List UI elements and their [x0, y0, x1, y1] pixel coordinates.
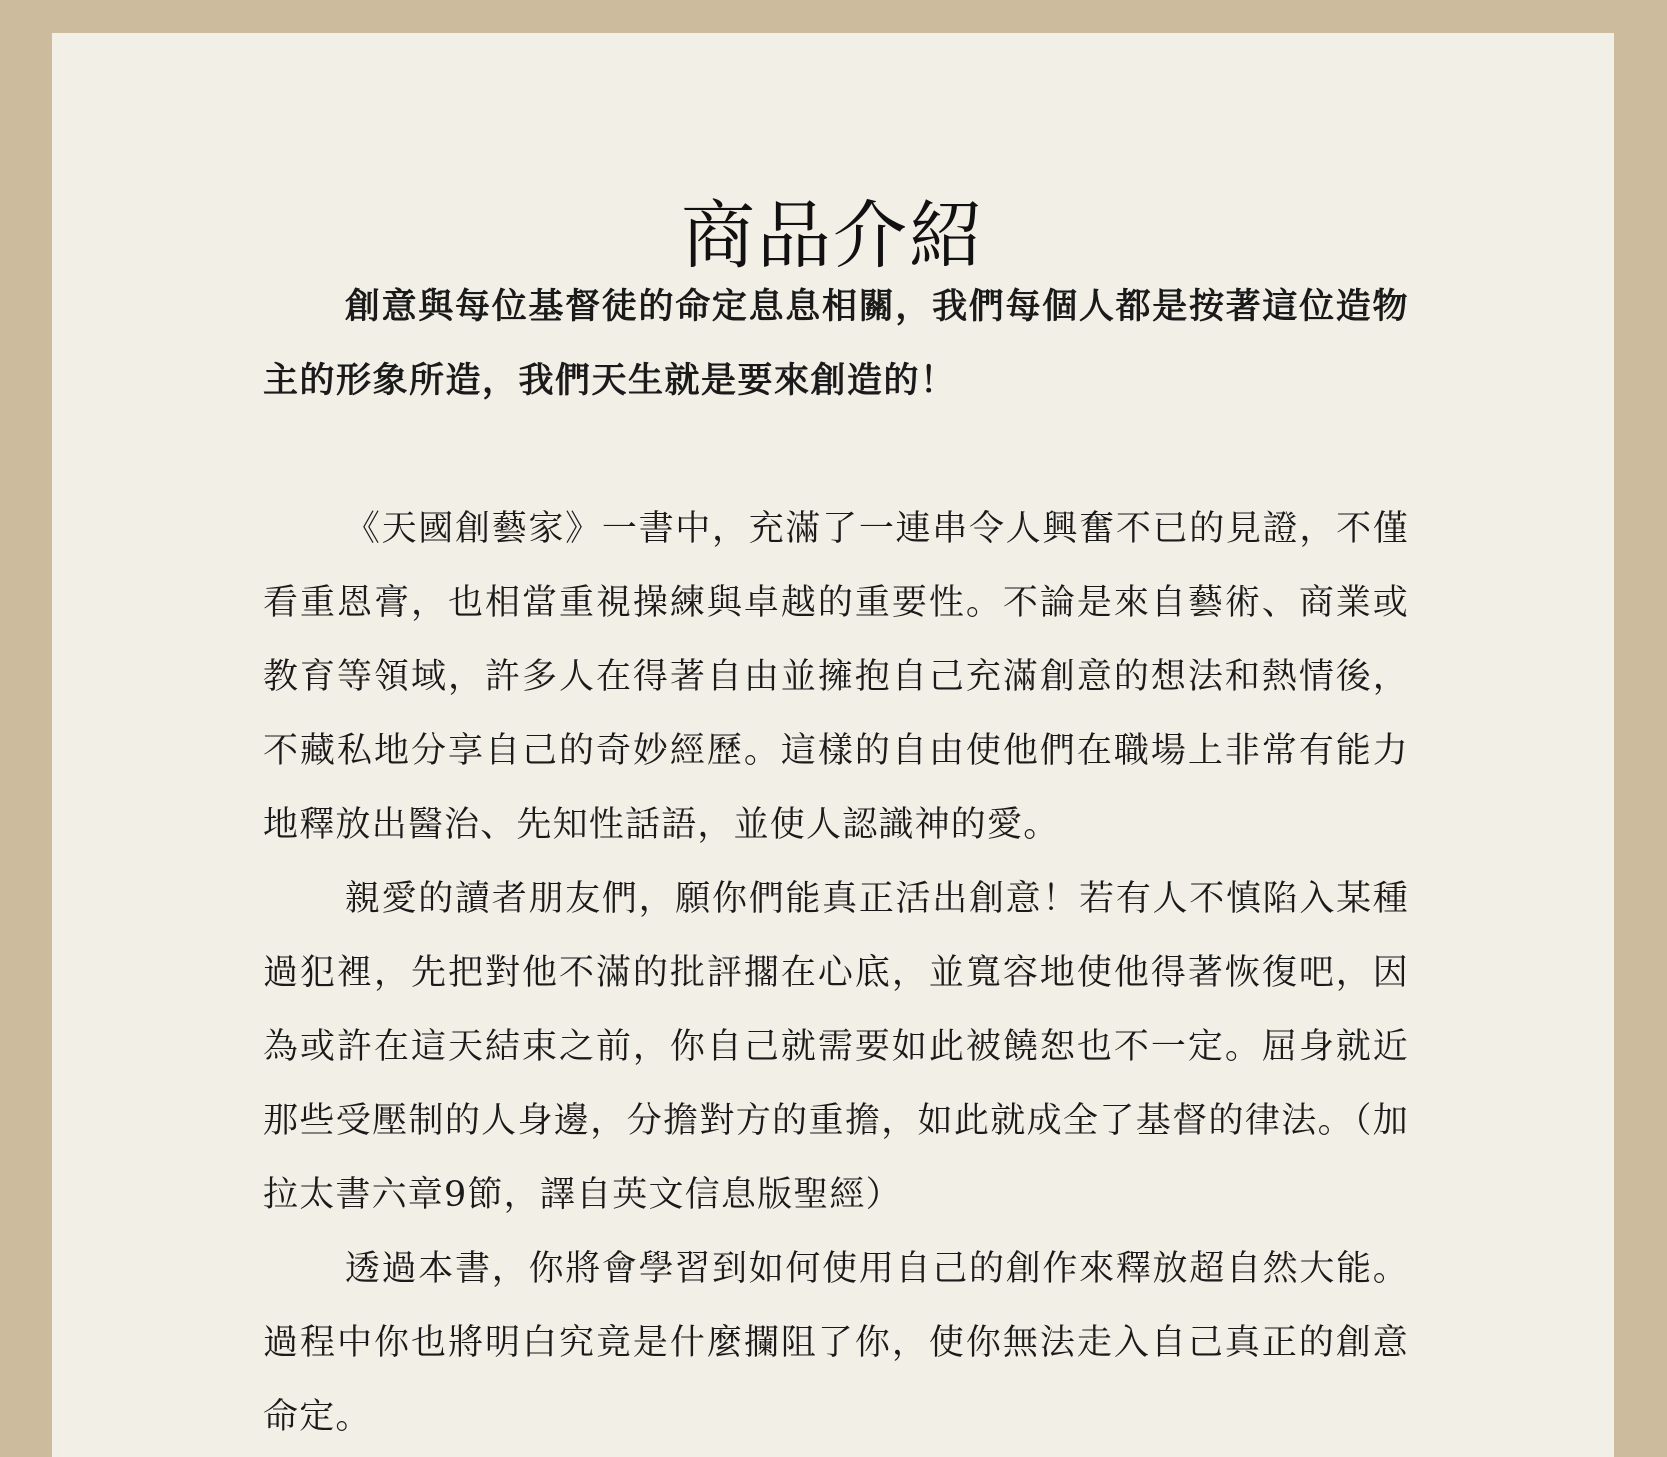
page-title: 商品介紹	[681, 192, 985, 279]
paragraph-spacer	[263, 418, 1409, 492]
body-paragraph: 親愛的讀者朋友們，願你們能真正活出創意！若有人不慎陷入某種過犯裡，先把對他不滿的批評擱在心底，並寬容地使他得著恢復吧，因為或許在這天結束之前，你自己就需要如此被饒恕也不一定。屈身就近那些受壓制的人身邊，分擔對方的重擔，如此就成全了基督的律法。（加拉太書六章9節，譯自英文信息版聖經）	[263, 879, 1409, 1215]
body-paragraph: 透過本書，你將會學習到如何使用自己的創作來釋放超自然大能。過程中你也將明白究竟是什麼攔阻了你，使你無法走入自己真正的創意命定。	[263, 1249, 1409, 1437]
lead-paragraph: 創意與每位基督徒的命定息息相關，我們每個人都是按著這位造物主的形象所造，我們天生就是要來創造的！	[263, 286, 1409, 401]
product-description-card	[52, 33, 1614, 1457]
description-body	[263, 270, 1409, 1454]
body-paragraph: 《天國創藝家》一書中，充滿了一連串令人興奮不已的見證，不僅看重恩膏，也相當重視操練與卓越的重要性。不論是來自藝術、商業或教育等領域，許多人在得著自由並擁抱自己充滿創意的想法和熱情後，不藏私地分享自己的奇妙經歷。這樣的自由使他們在職場上非常有能力地釋放出醫治、先知性話語，並使人認識神的愛。	[263, 509, 1409, 845]
